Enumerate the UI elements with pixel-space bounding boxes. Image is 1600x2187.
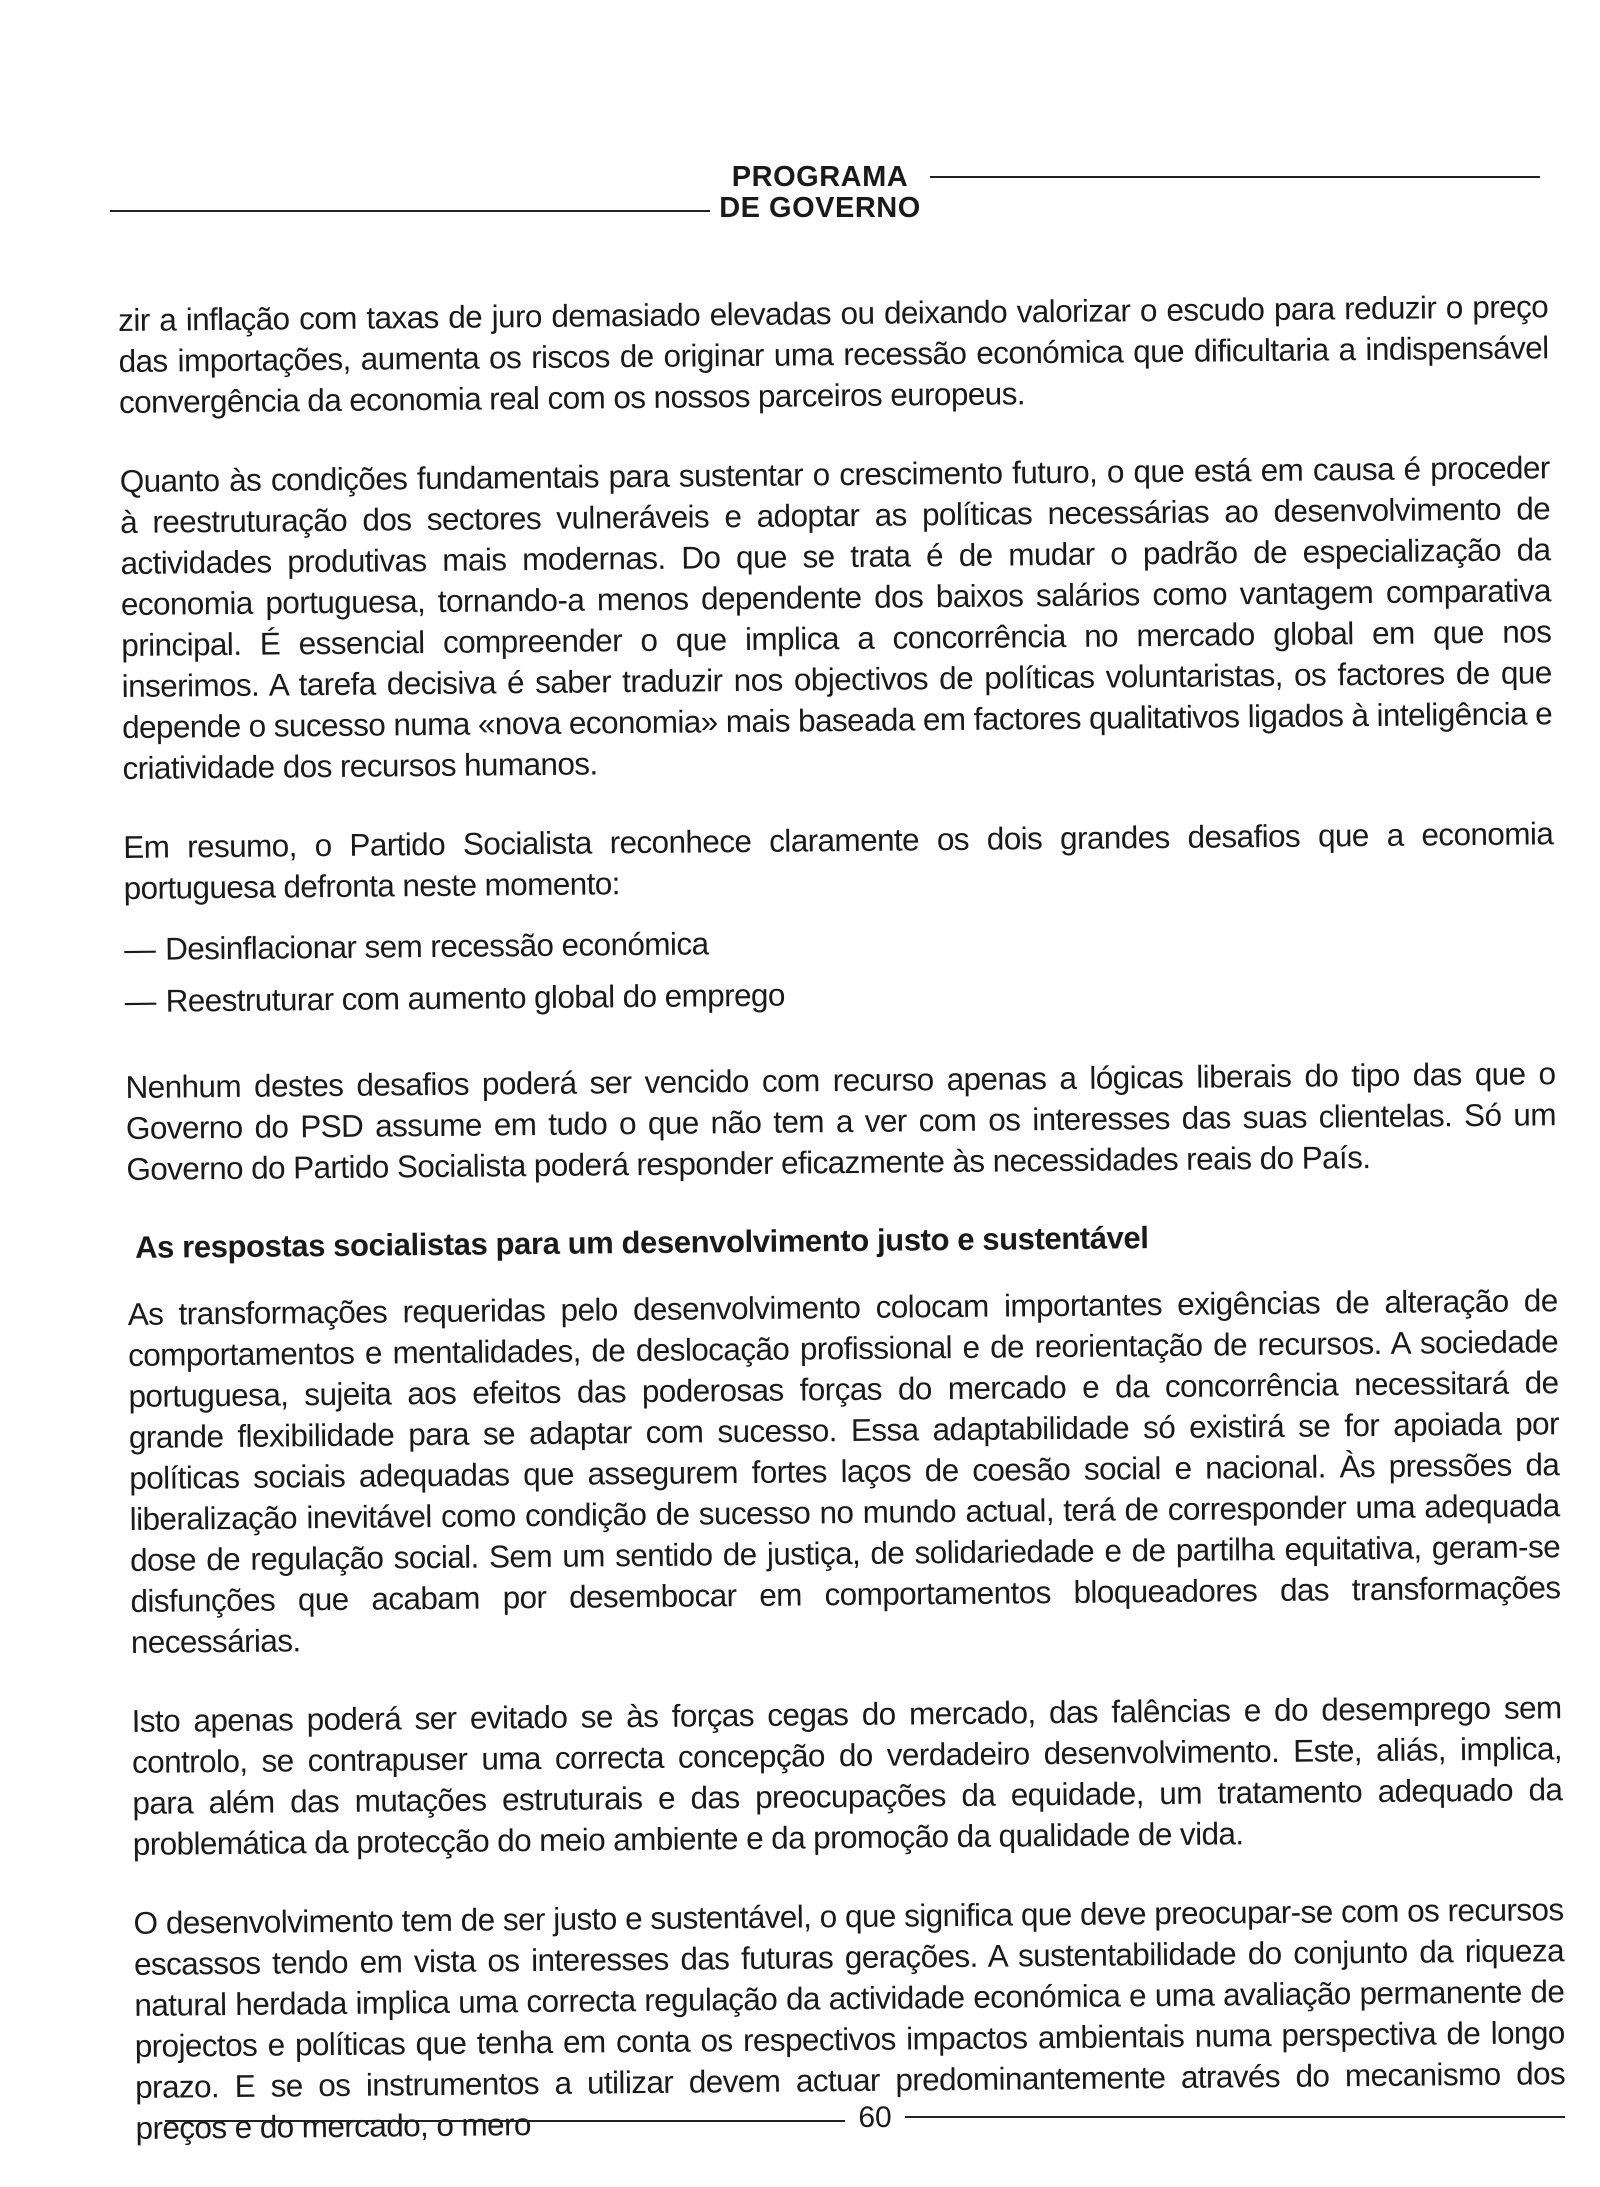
- header-rule-right: [930, 176, 1540, 178]
- footer-rule-left: [165, 2120, 845, 2122]
- paragraph-7: O desenvolvimento tem de ser justo e sustentável, o que significa que deve preocupar-se com os recursos escassos tendo em vista os interesses das futuras gerações. A sustentabilidade do conjunto da riqueza natural herdada implica uma correcta regulação da actividade económica e uma avaliação permanente de projectos e políticas que tenha em conta os respectivos impactos ambientais numa perspectiva de longo prazo. E se os instrumentos a utilizar devem actuar predominantemente através do mecanismo dos preços e do mercado, o mero: [133, 1891, 1566, 2146]
- paragraph-2: Quanto às condições fundamentais para sustentar o crescimento futuro, o que está em causa é proceder à reestruturação dos sectores vulneráveis e adoptar as políticas necessárias ao desenvolvimento de actividades produtivas mais modernas. Do que se trata é de mudar o padrão de especialização da economia portuguesa, tornando-a menos dependente dos baixos salários como vantagem comparativa principal. É essencial compreender o que implica a concorrência no mercado global em que nos inserimos. A tarefa decisiva é saber traduzir nos objectivos de políticas voluntaristas, os factores de que depende o sucesso numa «nova economia» mais baseada em factores qualitativos ligados à inteligência e criatividade dos recursos humanos.: [119, 449, 1553, 786]
- running-title: [710, 162, 930, 224]
- list-item-text: Desinflacionar sem recessão económica: [164, 925, 709, 967]
- list-item-text: Reestruturar com aumento global do emprego: [165, 976, 785, 1019]
- page-number: 60: [858, 2101, 892, 2134]
- running-title-line2: DE GOVERNO: [719, 192, 921, 224]
- header-rule-left: [110, 210, 710, 212]
- page-footer: [165, 2100, 1565, 2140]
- challenges-list: [124, 909, 1555, 1027]
- body-text: [118, 286, 1566, 2187]
- paragraph-6: Isto apenas poderá ser evitado se às forças cegas do mercado, das falências e do desemprego sem controlo, se contrapuser uma correcta concepção do verdadeiro desenvolvimento. Este, aliás, implica, para além das mutações estruturais e das preocupações da equidade, um tratamento adequado da problemática da protecção do meio ambiente e da promoção da qualidade de vida.: [131, 1689, 1563, 1862]
- paragraph-3: Em resumo, o Partido Socialista reconhece claramente os dois grandes desafios que a economia portuguesa defronta neste momento:: [123, 815, 1554, 906]
- footer-rule-right: [905, 2116, 1565, 2118]
- section-heading: As respostas socialistas para um desenvolvimento justo e sustentável: [134, 1220, 1149, 1265]
- list-dash: —: [124, 982, 156, 1019]
- page-header: [110, 162, 1540, 232]
- list-dash: —: [124, 930, 156, 967]
- paragraph-1: zir a inflação com taxas de juro demasiado elevadas ou deixando valorizar o escudo para reduzir o preço das importações, aumenta os riscos de originar uma recessão económica que dificultaria a indispensável convergência da economia real com os nossos parceiros europeus.: [118, 288, 1549, 420]
- running-title-line1: PROGRAMA: [731, 161, 909, 193]
- paragraph-4: Nenhum destes desafios poderá ser vencido com recurso apenas a lógicas liberais do tipo das que o Governo do PSD assume em tudo o que não tem a ver com os interesses das suas clientelas. Só um Governo do Partido Socialista poderá responder eficazmente às necessidades reais do País.: [125, 1055, 1557, 1187]
- paragraph-5: As transformações requeridas pelo desenvolvimento colocam importantes exigências de alteração de comportamentos e mentalidades, de deslocação profissional e de reorientação de recursos. A sociedade portuguesa, sujeita aos efeitos das poderosas forças do mercado e da concorrência necessitará de grande flexibilidade para se adaptar com sucesso. Essa adaptabilidade só existirá se for apoiada por políticas sociais adequadas que assegurem fortes laços de coesão social e nacional. Às pressões da liberalização inevitável como condição de sucesso no mundo actual, terá de corresponder uma adequada dose de regulação social. Sem um sentido de justiça, de solidariedade e de partilha equitativa, geram-se disfunções que acabam por desembocar em comportamentos bloqueadores das transformações necessárias.: [127, 1282, 1561, 1660]
